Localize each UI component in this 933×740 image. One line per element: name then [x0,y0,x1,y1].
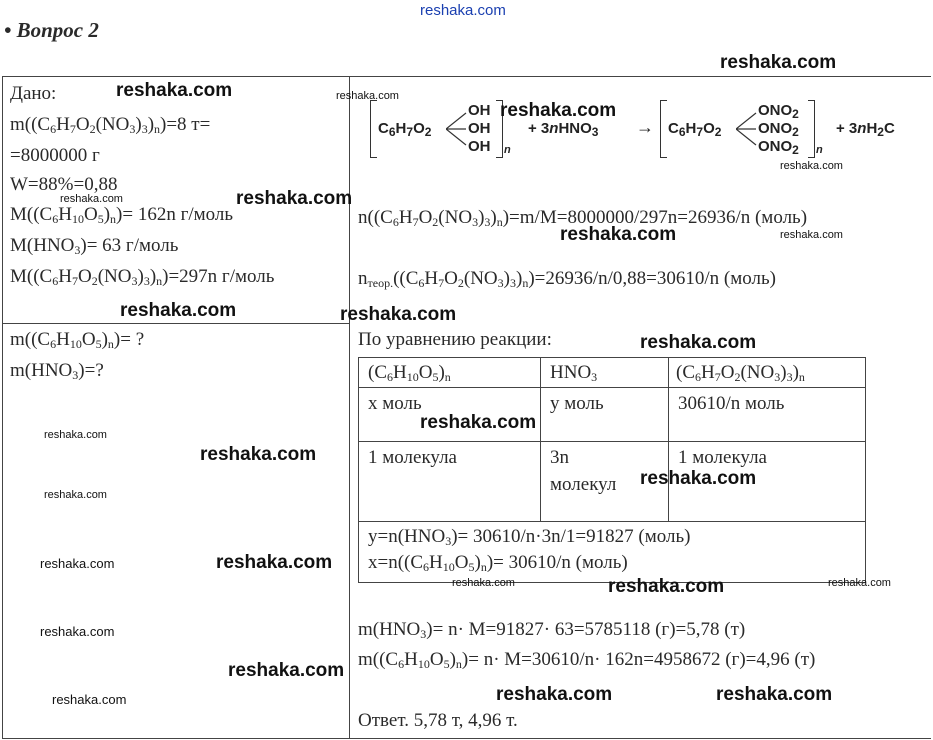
header-hno3: $HNO_3$ [550,362,598,384]
reagent-nitric-acid: + 3nHNO$_3$ [528,120,599,139]
hydroxyl-2: OH [468,120,491,137]
nitrate-group-3: $ONO_2$ [758,138,799,157]
reaction-equation [368,98,928,168]
frame-left [2,76,3,739]
given-molar-mass-hno3: $M(HNO_3)= 63$ г/моль [10,235,179,257]
watermark: reshaka.com [640,332,757,353]
given-mass-nitrocellulose: $m((C_6H_7O_2(NO_3)_3)_n)=8$ т= [10,114,211,136]
frame-divider-vertical [349,76,350,739]
watermark: reshaka.com [720,52,837,73]
watermark: reshaka.com [44,429,107,441]
header-cellulose: $(C_6H_{10}O_5)_n$ [368,362,451,384]
watermark: reshaka.com [608,576,725,597]
watermark: reshaka.com [780,160,843,172]
watermark: reshaka.com [40,556,115,571]
x-calculation: $x=n((C_6H_{10}O_5)_n)= 30610/n$ (моль) [368,552,628,574]
watermark: reshaka.com [52,692,127,707]
cell-molecules: молекул [550,474,617,495]
right-bond-lines [736,104,758,154]
watermark: reshaka.com [40,624,115,639]
watermark: reshaka.com [228,660,345,681]
left-monomer-formula: $C_6H_7O_2$ [378,120,432,139]
watermark: reshaka.com [336,90,399,102]
result-mass-cellulose: $m((C_6H_{10}O_5)_n)= n\cdot M=30610/n\cdot 162n=4958672$ (г)=4,96 (т) [358,649,816,671]
watermark: reshaka.com [560,224,677,245]
watermark: reshaka.com [452,577,515,589]
watermark: reshaka.com [716,684,833,705]
amount-nitrocellulose: $n((C_6H_7O_2(NO_3)_3)_n)=m/M=8000000/297n=26936/n$ (моль) [358,207,808,229]
top-site-link[interactable]: reshaka.com [420,2,506,19]
watermark: reshaka.com [640,468,757,489]
cell-one-molecule-2: 1 молекула [678,447,767,468]
watermark: reshaka.com [500,100,617,121]
watermark: reshaka.com [44,489,107,501]
watermark: reshaka.com [200,444,317,465]
given-mass-grams: =8000000 г [10,145,100,166]
stoichiometry-table [358,357,866,583]
left-bracket-open [370,100,377,158]
nitrate-group-1: $ONO_2$ [758,102,799,121]
given-yield: W=88%=0,88 [10,174,118,195]
right-bracket-close [808,100,815,158]
watermark: reshaka.com [420,412,537,433]
find-mass-hno3: $m(HNO_3)=$? [10,360,104,382]
by-equation-heading: По уравнению реакции: [358,329,552,350]
right-polymer-n: n [816,144,823,156]
left-polymer-n: n [504,144,511,156]
theoretical-amount: $n_{теор.}((C_6H_7O_2(NO_3)_3)_n)=26936/n/0,88=30610/n$ (моль) [358,268,776,290]
frame-bottom [2,738,931,739]
reaction-arrow: → [636,117,654,137]
right-bracket-open [660,100,667,158]
watermark: reshaka.com [216,552,333,573]
watermark: reshaka.com [236,188,353,209]
watermark: reshaka.com [828,577,891,589]
watermark: reshaka.com [496,684,613,705]
watermark: reshaka.com [60,193,123,205]
left-bond-lines [446,104,468,154]
watermark: reshaka.com [116,80,233,101]
frame-divider-horizontal [2,323,349,324]
result-mass-hno3: $m(HNO_3)= n\cdot M=91827\cdot 63=5785118$ (г)=5,78 (т) [358,619,746,641]
watermark: reshaka.com [780,229,843,241]
given-molar-mass-nitrocellulose: $M((C_6H_7O_2(NO_3)_3)_n)=297n$ г/моль [10,266,275,288]
given-molar-mass-cellulose: $M((C_6H_{10}O_5)_n)= 162n$ г/моль [10,204,234,226]
right-monomer-formula: $C_6H_7O_2$ [668,120,722,139]
frame-top [2,76,931,77]
header-nitrocellulose: $(C_6H_7O_2(NO_3)_3)_n$ [676,362,805,384]
cell-y-mol: y моль [550,393,604,414]
nitrate-group-2: $ONO_2$ [758,120,799,139]
watermark: reshaka.com [120,300,237,321]
question-title: • Вопрос 2 [4,18,99,42]
cell-x-mol: x моль [368,393,422,414]
cell-one-molecule-1: 1 молекула [368,447,457,468]
given-label: Дано: [10,83,57,104]
watermark: reshaka.com [340,304,457,325]
y-calculation: $y=n(HNO_3)= 30610/n\cdot 3n/1=91827$ (моль) [368,526,691,548]
cell-nitrocellulose-mol: 30610/n моль [678,393,785,414]
hydroxyl-1: OH [468,102,491,119]
hydroxyl-3: OH [468,138,491,155]
product-water: + $3nH_2C$ [836,120,895,139]
cell-3n: 3n [550,447,569,468]
find-mass-cellulose: $m((C_6H_{10}O_5)_n)=$ ? [10,329,145,351]
answer-line: Ответ. 5,78 т, 4,96 т. [358,710,518,731]
